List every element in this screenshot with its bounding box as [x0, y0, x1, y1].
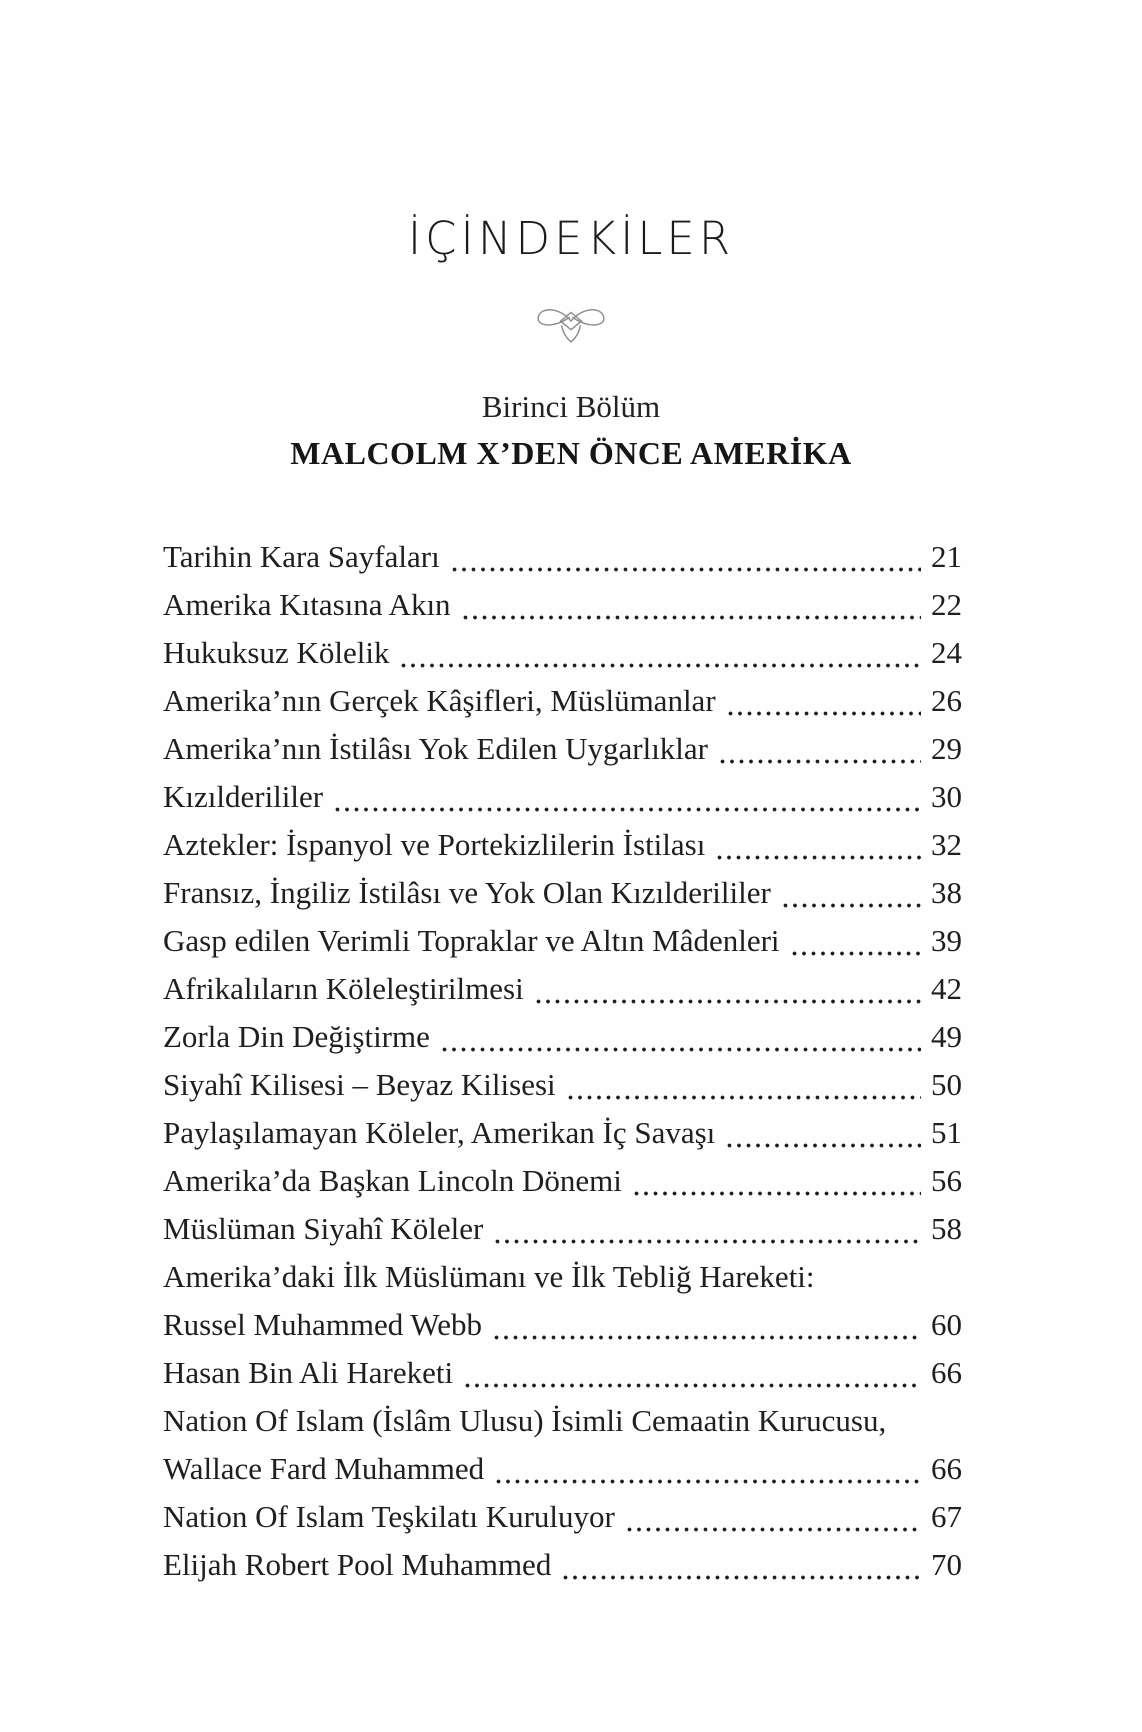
- toc-page-number: 30: [931, 779, 962, 814]
- toc-page-number: 50: [931, 1067, 962, 1102]
- toc-entry-text: Hukuksuz Kölelik: [163, 635, 390, 670]
- toc-leader-dots: [465, 1383, 921, 1388]
- section-header: [0, 387, 1142, 475]
- toc-page-number: 21: [931, 539, 962, 574]
- toc-leader-dots: [401, 663, 921, 668]
- toc-entry-text: Amerika’nın İstilâsı Yok Edilen Uygarlıklar: [163, 731, 708, 766]
- toc-leader-dots: [792, 951, 921, 956]
- toc-entry: [163, 1109, 962, 1157]
- toc-entry-text: Amerika’da Başkan Lincoln Dönemi: [163, 1163, 622, 1198]
- flourish-knot-icon: [538, 310, 604, 342]
- toc-entry: [163, 629, 962, 677]
- chapter-heading: MALCOLM X’DEN ÖNCE AMERİKA: [290, 435, 852, 471]
- toc-leader-dots: [720, 759, 921, 764]
- toc-entry-text: Elijah Robert Pool Muhammed: [163, 1547, 552, 1582]
- ornament-flourish-icon: [0, 301, 1142, 355]
- toc-leader-dots: [727, 1143, 921, 1148]
- toc-leader-dots: [783, 903, 921, 908]
- toc-entry: [163, 869, 962, 917]
- toc-page-number: 60: [931, 1307, 962, 1342]
- toc-leader-dots: [495, 1239, 921, 1244]
- toc-entry-text: Kızılderililer: [163, 779, 324, 814]
- toc-page-number: 42: [931, 971, 962, 1006]
- toc-entry: [163, 533, 962, 581]
- chapter-kicker: Birinci Bölüm: [481, 389, 661, 424]
- toc-entry: [163, 1061, 962, 1109]
- toc-entry: [163, 773, 962, 821]
- toc-entry: [163, 725, 962, 773]
- toc-page-number: 38: [931, 875, 962, 910]
- toc-entry-text: Hasan Bin Ali Hareketi: [163, 1355, 454, 1390]
- toc-page-number: 39: [931, 923, 962, 958]
- toc-leader-dots: [442, 1047, 921, 1052]
- toc-entry-text: Wallace Fard Muhammed: [163, 1451, 485, 1486]
- toc-entry: [163, 1493, 962, 1541]
- toc-leader-dots: [536, 999, 921, 1004]
- toc-entry: [163, 1205, 962, 1253]
- toc-page-number: 32: [931, 827, 962, 862]
- toc-entry: [163, 1301, 962, 1349]
- toc-entry-continuation: [163, 1397, 962, 1445]
- toc-entry: [163, 1445, 962, 1493]
- toc-page-number: 56: [931, 1163, 962, 1198]
- toc-page-number: 70: [931, 1547, 962, 1582]
- toc-leader-dots: [728, 711, 921, 716]
- toc-entry: [163, 1541, 962, 1589]
- toc-entry: [163, 917, 962, 965]
- toc-leader-dots: [494, 1335, 921, 1340]
- toc-leader-dots: [717, 855, 921, 860]
- toc-entry-text: Gasp edilen Verimli Topraklar ve Altın Mâdenleri: [163, 923, 780, 958]
- toc-entry: [163, 965, 962, 1013]
- toc-page-number: 66: [931, 1451, 962, 1486]
- toc-entry: [163, 581, 962, 629]
- toc-leader-dots: [634, 1191, 921, 1196]
- toc-leader-dots: [463, 615, 921, 620]
- toc-leader-dots: [563, 1575, 921, 1580]
- toc-entry-text: Amerika’nın Gerçek Kâşifleri, Müslümanlar: [163, 683, 716, 718]
- toc-entry-text: Amerika’daki İlk Müslümanı ve İlk Tebliğ Hareketi:: [163, 1259, 815, 1294]
- toc-page-number: 49: [931, 1019, 962, 1054]
- toc-page-number: 22: [931, 587, 962, 622]
- toc-leader-dots: [452, 567, 921, 572]
- toc-entry-text: Amerika Kıtasına Akın: [163, 587, 451, 622]
- toc-entry-text: Nation Of Islam (İslâm Ulusu) İsimli Cemaatin Kurucusu,: [163, 1403, 887, 1438]
- toc-entry-continuation: [163, 1253, 962, 1301]
- toc-entry-text: Zorla Din Değiştirme: [163, 1019, 430, 1054]
- toc-page-number: 51: [931, 1115, 962, 1150]
- toc-page-number: 26: [931, 683, 962, 718]
- toc-entry: [163, 1013, 962, 1061]
- toc-entry: [163, 1349, 962, 1397]
- toc-page-number: 24: [931, 635, 962, 670]
- toc-entry-text: Müslüman Siyahî Köleler: [163, 1211, 484, 1246]
- toc-entry-text: Siyahî Kilisesi – Beyaz Kilisesi: [163, 1067, 556, 1102]
- toc-entry-text: Fransız, İngiliz İstilâsı ve Yok Olan Kızılderililer: [163, 875, 771, 910]
- toc-page-number: 29: [931, 731, 962, 766]
- toc-entry: [163, 821, 962, 869]
- toc-leader-dots: [568, 1095, 921, 1100]
- toc-leader-dots: [627, 1527, 921, 1532]
- toc-entry: [163, 1157, 962, 1205]
- toc-entry-text: Nation Of Islam Teşkilatı Kuruluyor: [163, 1499, 615, 1534]
- toc-entry-text: Russel Muhammed Webb: [163, 1307, 482, 1342]
- toc-entry-text: Paylaşılamayan Köleler, Amerikan İç Savaşı: [163, 1115, 716, 1150]
- page-title: İÇİNDEKİLER: [407, 212, 735, 265]
- toc-page-number: 66: [931, 1355, 962, 1390]
- toc-list: [163, 533, 962, 1589]
- toc-entry: [163, 677, 962, 725]
- toc-page-number: 67: [931, 1499, 962, 1534]
- toc-entry-text: Tarihin Kara Sayfaları: [163, 539, 440, 574]
- toc-leader-dots: [335, 807, 921, 812]
- toc-page-number: 58: [931, 1211, 962, 1246]
- toc-leader-dots: [496, 1479, 921, 1484]
- toc-entry-text: Aztekler: İspanyol ve Portekizlilerin İstilası: [163, 827, 706, 862]
- toc-entry-text: Afrikalıların Köleleştirilmesi: [163, 971, 524, 1006]
